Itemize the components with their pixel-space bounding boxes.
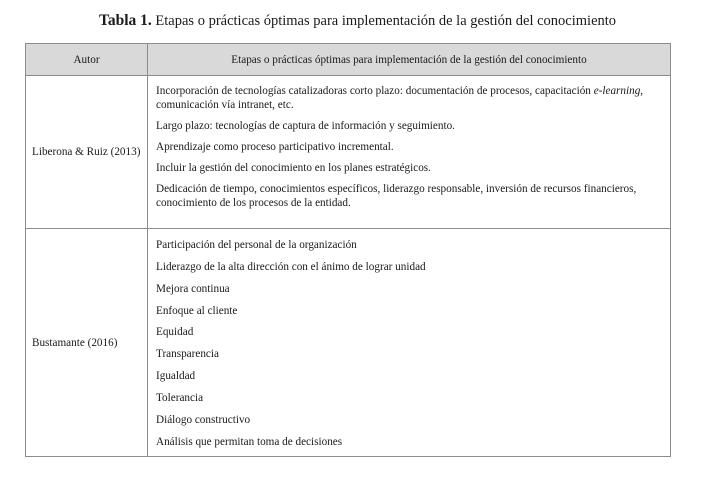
- table-header-row: [26, 44, 671, 76]
- header-author: Autor: [26, 44, 148, 76]
- table-caption-label: Tabla 1.: [98, 12, 152, 29]
- table-caption: [0, 11, 715, 31]
- table-caption-text: Etapas o prácticas óptimas para implementación de la gestión del conocimiento: [151, 13, 617, 29]
- stage-item: [156, 84, 660, 112]
- stage-item: Participación del personal de la organización: [156, 239, 357, 251]
- stage-list: [156, 229, 660, 449]
- stage-item: Incluir la gestión del conocimiento en los planes estratégicos.: [156, 162, 431, 174]
- table-row: [26, 229, 671, 457]
- stage-item: Largo plazo: tecnologías de captura de información y seguimiento.: [156, 120, 455, 132]
- stages-cell: [148, 229, 671, 457]
- stage-item: Diálogo constructivo: [156, 413, 251, 426]
- author-cell: Liberona & Ruiz (2013): [26, 76, 148, 229]
- table-row: [26, 76, 671, 229]
- header-stages: Etapas o prácticas óptimas para implementación de la gestión del conocimiento: [148, 44, 671, 76]
- stage-item: Igualdad: [156, 370, 196, 383]
- stage-item: Análisis que permitan toma de decisiones: [156, 435, 343, 448]
- stage-item: Transparencia: [156, 348, 219, 361]
- stage-item: Dedicación de tiempo, conocimientos específicos, liderazgo responsable, inversión de recursos financieros, conocimiento de los procesos de la entidad.: [156, 183, 637, 209]
- practices-table: [25, 43, 671, 457]
- stage-text: Incorporación de tecnologías catalizadoras corto plazo: documentación de procesos, capacitación: [156, 85, 594, 97]
- author-cell: Bustamante (2016): [26, 229, 148, 457]
- stage-item: Liderazgo de la alta dirección con el ánimo de lograr unidad: [156, 260, 426, 273]
- stage-list: [156, 76, 660, 210]
- stage-item: Aprendizaje como proceso participativo incremental.: [156, 141, 394, 153]
- stage-text: , comunicación vía intranet, etc.: [156, 85, 644, 111]
- stages-cell: [148, 76, 671, 229]
- stage-item: Tolerancia: [156, 391, 204, 404]
- stage-item: Equidad: [156, 326, 194, 339]
- stage-item: Mejora continua: [156, 282, 230, 295]
- stage-emphasis: e-learning: [593, 85, 641, 97]
- stage-item: Enfoque al cliente: [156, 304, 238, 317]
